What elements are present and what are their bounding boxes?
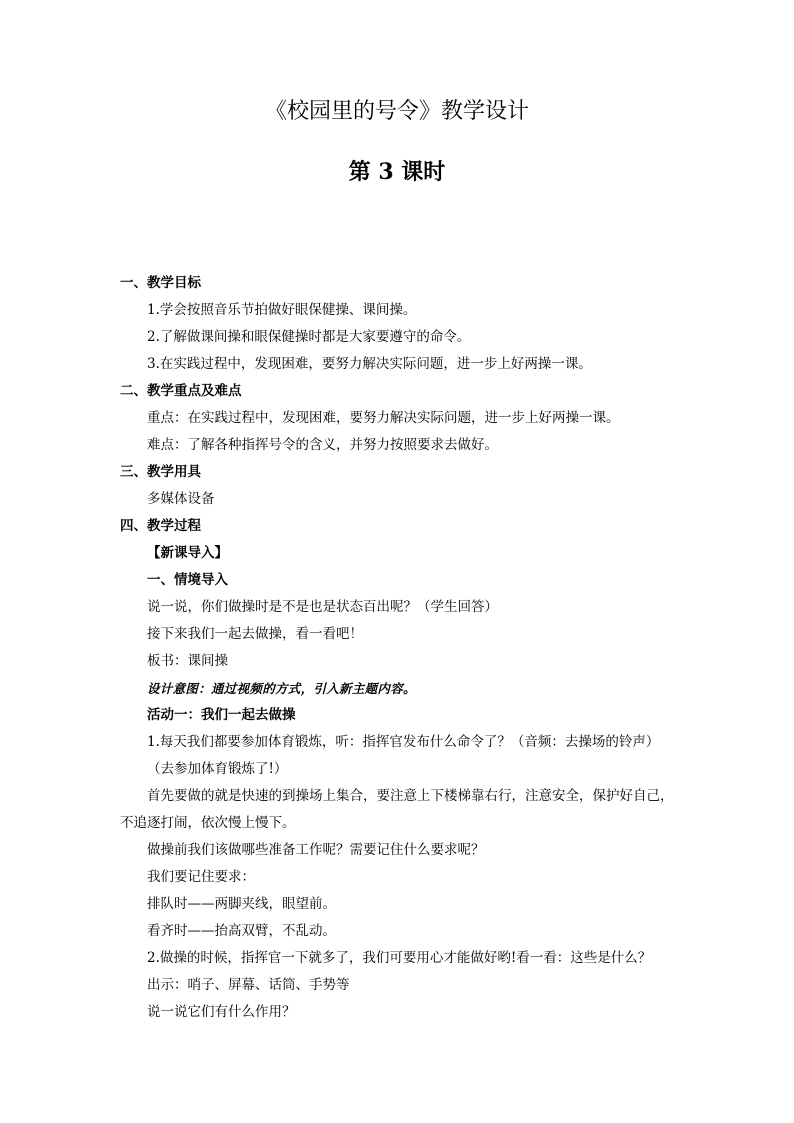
document-subtitle: 第 3 课时 (348, 159, 446, 185)
process-line: 我们要记住要求： (147, 869, 255, 885)
tool-item: 多媒体设备 (147, 491, 215, 507)
design-intent-note: 设计意图：通过视频的方式，引入新主题内容。 (147, 681, 416, 696)
activity-paragraph: （去参加体育锻炼了!） (147, 761, 288, 777)
process-line: 出示：哨子、屏幕、话筒、手势等 (147, 977, 350, 993)
section-heading-objectives: 一、教学目标 (120, 275, 201, 291)
process-line: 说一说，你们做操时是不是也是状态百出呢？（学生回答） (147, 599, 498, 615)
new-lesson-intro-tag: 【新课导入】 (147, 545, 228, 561)
key-point-item: 重点：在实践过程中，发现困难，要努力解决实际问题，进一步上好两操一课。 (147, 410, 620, 426)
section-heading-process: 四、教学过程 (120, 518, 201, 534)
section-heading-key-points: 二、教学重点及难点 (120, 383, 242, 399)
process-line: 说一说它们有什么作用？ (147, 1004, 296, 1020)
process-line: 做操前我们该做哪些准备工作呢？需要记住什么要求呢？ (147, 842, 485, 858)
section-heading-tools: 三、教学用具 (120, 464, 201, 480)
activity-paragraph: 1.每天我们都要参加体育锻炼，听：指挥官发布什么命令了？（音频：去操场的铃声） (147, 734, 660, 750)
scenario-intro-heading: 一、情境导入 (147, 572, 228, 588)
objective-item: 1.学会按照音乐节拍做好眼保健操、课间操。 (147, 302, 417, 318)
process-line: 2.做操的时候，指挥官一下就多了，我们可要用心才能做好哟!看一看：这些是什么？ (147, 950, 652, 966)
document-body (120, 270, 680, 1026)
document-title: 《校园里的号令》教学设计 (264, 99, 529, 124)
process-line: 板书：课间操 (147, 653, 228, 669)
activity-one-heading: 活动一：我们一起去做操 (147, 707, 296, 723)
process-line: 排队时——两脚夹线，眼望前。 (147, 896, 336, 912)
activity-paragraph: 首先要做的就是快速的到操场上集合，要注意上下楼梯靠右行，注意安全，保护好自己，不追逐打闹，依次慢上慢下。 (120, 788, 674, 831)
process-line: 看齐时——抬高双臂，不乱动。 (147, 923, 336, 939)
process-line: 接下来我们一起去做操，看一看吧！ (147, 626, 363, 642)
key-point-item: 难点：了解各种指挥号令的含义，并努力按照要求去做好。 (147, 437, 498, 453)
objective-item: 3.在实践过程中，发现困难，要努力解决实际问题，进一步上好两操一课。 (147, 356, 592, 372)
objective-item: 2.了解做课间操和眼保健操时都是大家要遵守的命令。 (147, 329, 471, 345)
